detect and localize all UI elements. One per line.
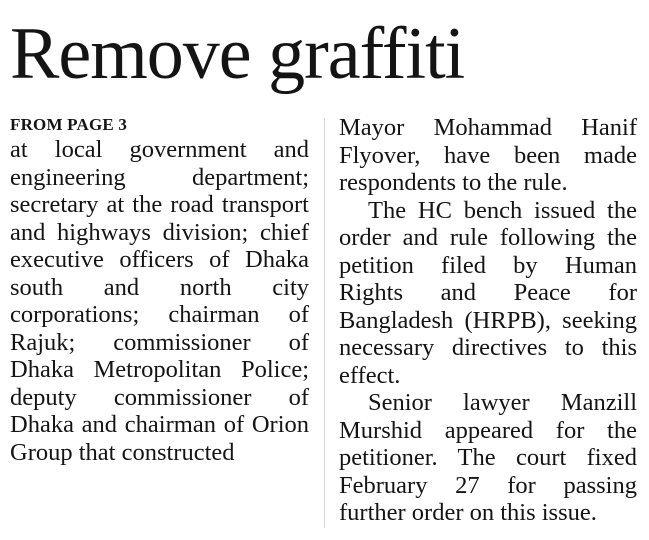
paragraph-hc-bench: The HC bench issued the order and rule following the petition filed by Human Rights and Peace for Bangladesh (HRPB), seeking necessary directives to this effect. (339, 196, 637, 389)
paragraph-senior-lawyer: Senior lawyer Manzill Murshid appeared for the petitioner. The court fixed February 27 for passing further order on this issue. (339, 389, 637, 526)
headline: Remove graffiti (10, 13, 465, 95)
paragraph-continued: at local government and engineering department; secretary at the road transport and highways division; chief executive officers of Dhaka south and north city corporations; chairman of Rajuk; commissioner of Dhaka Metropolitan Police; deputy commissioner of Dhaka and chairman of Orion Group that constructed (10, 136, 309, 466)
right-column (339, 114, 637, 527)
paragraph-respondents: Mayor Mohammad Hanif Flyover, have been made respondents to the rule. (339, 114, 637, 196)
continuation-kicker: FROM PAGE 3 (10, 115, 128, 134)
left-column (10, 136, 309, 466)
column-divider (324, 118, 325, 528)
